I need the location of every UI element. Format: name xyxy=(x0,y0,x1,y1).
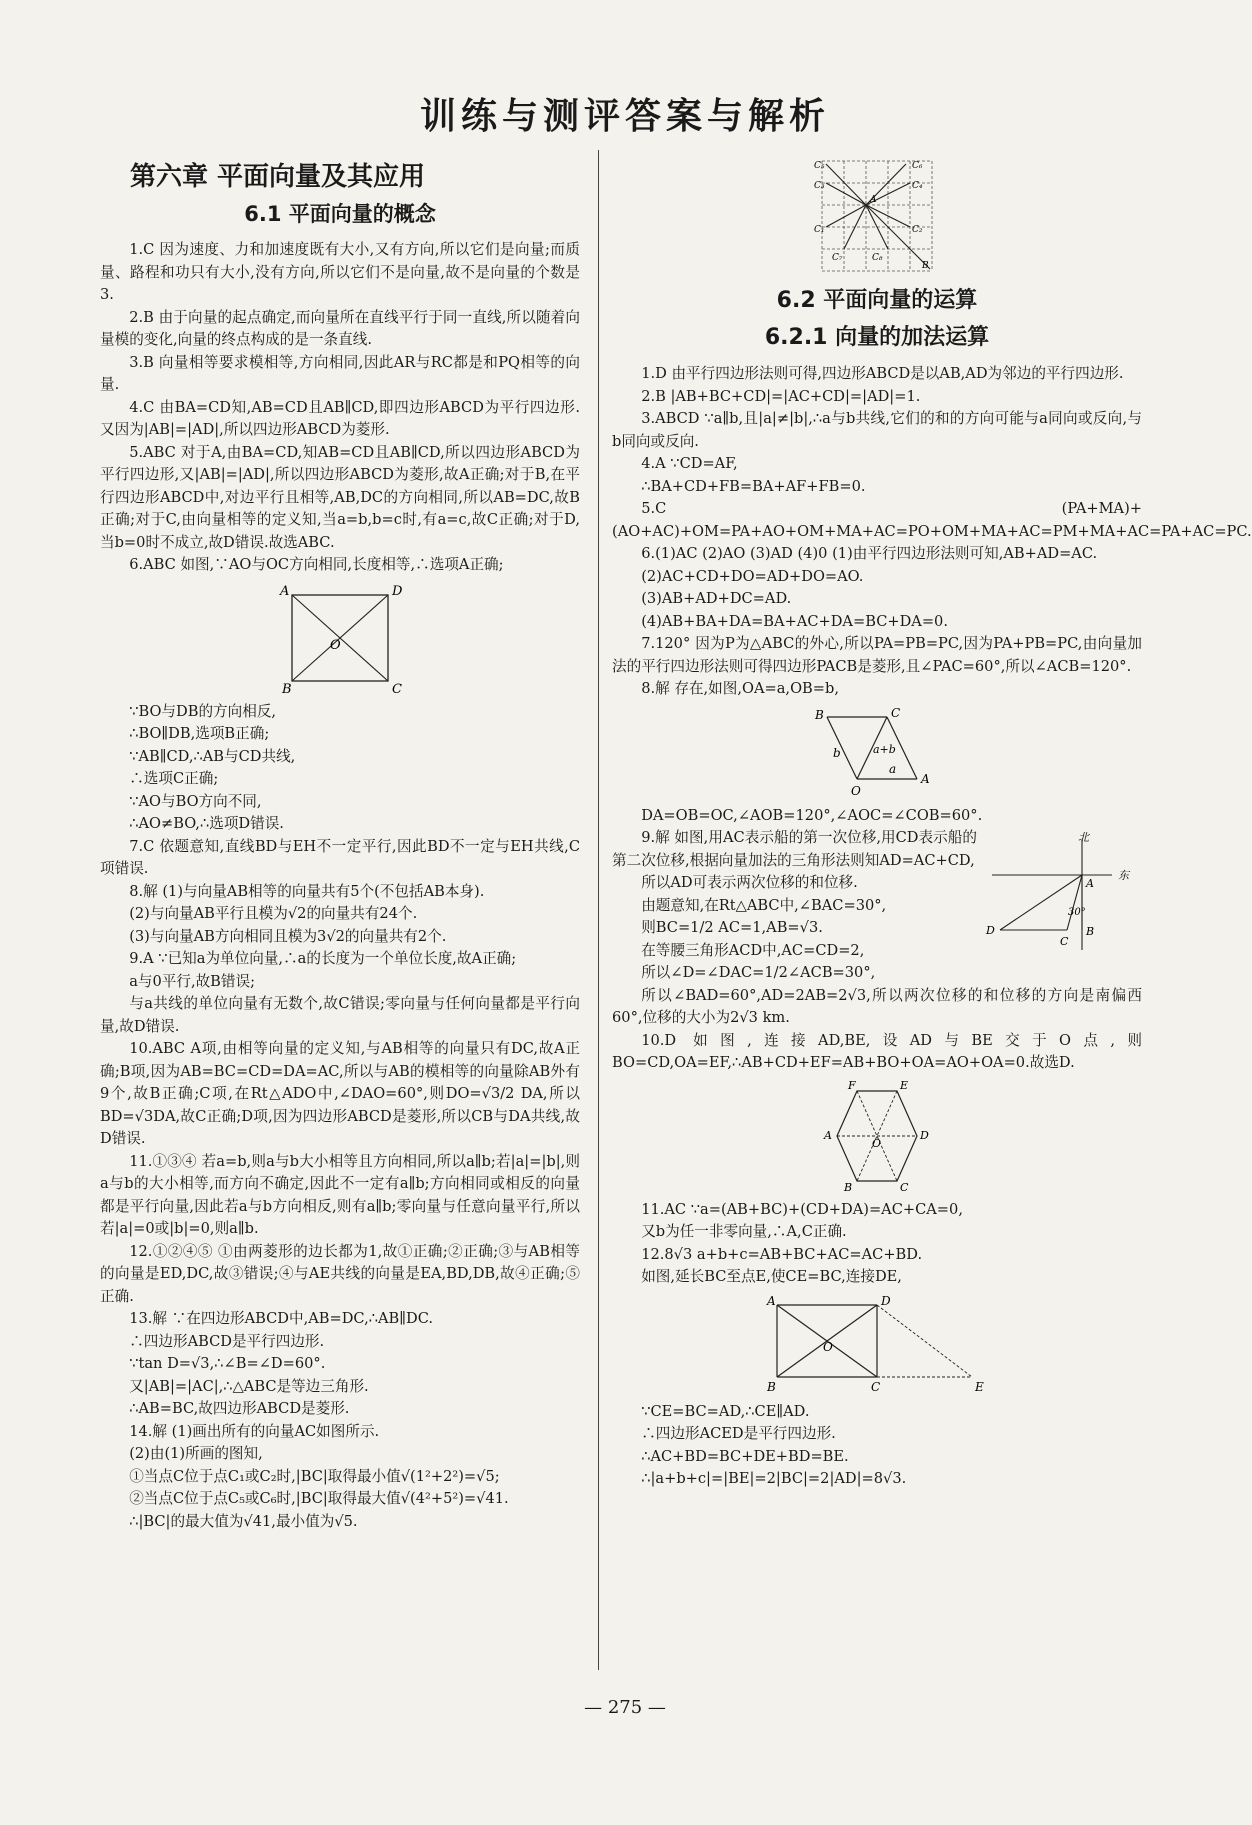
figure-parallelogram xyxy=(797,707,957,799)
answer-paragraph: 又|AB|=|AC|,∴△ABC是等边三角形. xyxy=(129,1377,369,1395)
answer-paragraph: 所以∠BAD=60°,AD=2AB=2√3,所以两次位移的和位移的方向是南偏西60°,位移的大小为2√3 km. xyxy=(612,986,1142,1026)
answer-paragraph: 11.AC ∵a=(AB+BC)+(CD+DA)=AC+CA=0, xyxy=(641,1200,963,1218)
answer-paragraph: 2.B |AB+BC+CD|=|AC+CD|=|AD|=1. xyxy=(641,387,921,405)
answer-paragraph: ②当点C位于点C₅或C₆时,|BC|取得最大值√(4²+5²)=√41. xyxy=(129,1490,509,1507)
answer-paragraph: 14.解 (1)画出所有的向量AC如图所示. xyxy=(129,1422,380,1440)
answer-paragraph: 5.C (PA+MA)+(AO+AC)+OM=PA+AO+OM+MA+AC=PO+OM+MA+AC=PM+MA+AC=PA+AC=PC. xyxy=(612,500,1252,540)
answer-paragraph: (4)AB+BA+DA=BA+AC+DA=BC+DA=0. xyxy=(641,612,948,630)
answer-paragraph: ∴BO∥DB,选项B正确; xyxy=(129,725,270,742)
section-6-1-title: 6.1 平面向量的概念 xyxy=(244,201,436,226)
chapter-title: 第六章 平面向量及其应用 xyxy=(130,162,426,192)
answer-paragraph: ∴AC+BD=BC+DE+BD=BE. xyxy=(641,1447,849,1465)
answer-paragraph: 2.B 由于向量的起点确定,而向量所在直线平行于同一直线,所以随着向量模的变化,向量的终点构成的是一条直线. xyxy=(100,308,580,348)
answer-paragraph: 8.解 (1)与向量AB相等的向量共有5个(不包括AB本身). xyxy=(129,882,485,900)
fig-label: C₁ xyxy=(814,225,825,235)
right-answers-a xyxy=(612,363,1252,701)
answer-paragraph: (3)AB+AD+DC=AD. xyxy=(641,590,792,607)
answer-paragraph: 4.A ∵CD=AF, xyxy=(641,455,738,472)
page-number: — 275 — xyxy=(584,1697,666,1718)
answer-paragraph: (3)与向量AB方向相同且模为3√2的向量共有2个. xyxy=(129,927,447,945)
fig-label: C₃ xyxy=(814,181,825,191)
q9-block xyxy=(612,805,1142,1075)
answer-paragraph: 11.①③④ 若a=b,则a与b大小相等且方向相同,所以a∥b;若|a|=|b|,则a与b的大小相等,而方向不确定,因此不一定有a∥b;方向相同或相反的向量都是平行向量,因此若a与b方向相反,则有a∥b;零向量与任意向量平行,所以若|a|=0或|b|=0,则a∥b. xyxy=(100,1152,580,1237)
answer-paragraph: 13.解 ∵在四边形ABCD中,AB=DC,∴AB∥DC. xyxy=(129,1310,433,1327)
answer-paragraph: (2)AC+CD+DO=AD+DO=AO. xyxy=(641,567,864,585)
fig-label: D xyxy=(881,1293,891,1308)
fig-label: O xyxy=(823,1339,833,1354)
fig-label: C₆ xyxy=(912,161,923,171)
answer-paragraph: 12.8√3 a+b+c=AB+BC+AC=AC+BD. xyxy=(641,1245,923,1263)
fig-label: C₄ xyxy=(912,181,923,191)
figure-hexagon xyxy=(812,1078,942,1194)
answer-paragraph: ①当点C位于点C₁或C₂时,|BC|取得最小值√(1²+2²)=√5; xyxy=(129,1467,500,1485)
answer-paragraph: 10.ABC A项,由相等向量的定义知,与AB相等的向量只有DC,故A正确;B项,因为AB=BC=CD=DA=AC,所以与AB的模相等的向量除AB外有9个,故B正确;C项,在Rt△ADO中,∠DAO=60°,则DO=√3/2 DA,所以BD=√3DA,故C正确;D项,因为四边形ABCD是菱形,所以CB与DA共线,故D错误. xyxy=(100,1040,580,1147)
left-column xyxy=(100,160,580,1680)
fig-label: b xyxy=(833,745,841,760)
answer-paragraph: ∵AO与BO方向不同, xyxy=(129,792,262,810)
answer-paragraph: 1.D 由平行四边形法则可得,四边形ABCD是以AB,AD为邻边的平行四边形. xyxy=(641,365,1124,382)
answer-paragraph: 7.120° 因为P为△ABC的外心,所以PA=PB=PC,因为PA+PB=PC,由向量加法的平行四边形法则可得四边形PACB是菱形,且∠PAC=60°,所以∠ACB=120°. xyxy=(612,635,1142,675)
left-answers-a xyxy=(100,239,580,577)
answer-paragraph: 又b为任一非零向量,∴A,C正确. xyxy=(641,1223,847,1240)
left-answers-b xyxy=(100,701,580,1534)
answer-paragraph: DA=OB=OC,∠AOB=120°,∠AOC=∠COB=60°. xyxy=(641,806,983,824)
page-title: 训练与测评答案与解析 xyxy=(419,96,830,137)
answer-paragraph: ∴四边形ACED是平行四边形. xyxy=(641,1425,836,1442)
fig-label: 北 xyxy=(1078,830,1089,844)
answer-paragraph: 3.ABCD ∵a∥b,且|a|≠|b|,∴a与b共线,它们的和的方向可能与a同向或反向,与b同向或反向. xyxy=(612,410,1142,450)
answer-paragraph: ∴AB=BC,故四边形ABCD是菱形. xyxy=(129,1400,350,1417)
section-6-2-1-title: 6.2.1 向量的加法运算 xyxy=(764,324,990,350)
answer-paragraph: ∵BO与DB的方向相反, xyxy=(129,702,277,720)
answer-paragraph: ∵tan D=√3,∴∠B=∠D=60°. xyxy=(129,1355,326,1372)
answer-paragraph: 如图,延长BC至点E,使CE=BC,连接DE, xyxy=(641,1268,902,1285)
answer-paragraph: 则BC=1/2 AC=1,AB=√3. xyxy=(641,919,823,936)
fig-label: C xyxy=(392,681,402,697)
fig-label: C₅ xyxy=(814,161,825,171)
answer-paragraph: 9.A ∵已知a为单位向量,∴a的长度为一个单位长度,故A正确; xyxy=(129,950,517,967)
fig-label: O xyxy=(851,783,861,798)
figure-grid xyxy=(812,156,942,276)
figure-trapezoid xyxy=(747,1295,1007,1395)
answer-paragraph: ∴选项C正确; xyxy=(129,770,219,787)
fig-label: B xyxy=(922,261,929,271)
fig-label: C₇ xyxy=(832,253,843,263)
column-divider xyxy=(598,150,599,1670)
answer-paragraph: ∴|a+b+c|=|BE|=2|BC|=2|AD|=8√3. xyxy=(641,1470,907,1487)
fig-label: E xyxy=(975,1379,984,1394)
answer-paragraph: 6.(1)AC (2)AO (3)AD (4)0 (1)由平行四边形法则可知,AB+AD=AC. xyxy=(641,545,1098,562)
fig-label: O xyxy=(330,637,341,653)
fig-label: C xyxy=(1060,934,1069,948)
answer-paragraph: 12.①②④⑤ ①由两菱形的边长都为1,故①正确;②正确;③与AB相等的向量是ED,DC,故③错误;④与AE共线的向量是EA,BD,DB,故④正确;⑤正确. xyxy=(100,1242,580,1305)
fig-label: C xyxy=(891,705,901,720)
answer-paragraph: ∴四边形ABCD是平行四边形. xyxy=(129,1332,325,1350)
right-answers-c xyxy=(612,1199,1142,1289)
fig-label: 东 xyxy=(1118,868,1129,882)
fig-label: A xyxy=(870,195,877,205)
right-column xyxy=(612,150,1252,1680)
fig-label: O xyxy=(872,1136,882,1150)
right-answers-d xyxy=(612,1401,1142,1491)
answer-paragraph: 所以∠D=∠DAC=1/2∠ACB=30°, xyxy=(641,964,876,981)
answer-paragraph: (2)由(1)所画的图知, xyxy=(129,1445,263,1462)
answer-paragraph: ∴AO≠BO,∴选项D错误. xyxy=(129,815,284,832)
answer-paragraph: 1.C 因为速度、力和加速度既有大小,又有方向,所以它们是向量;而质量、路程和功只有大小,没有方向,所以它们不是向量,故不是向量的个数是3. xyxy=(100,241,580,303)
fig-label: B xyxy=(1086,924,1095,938)
answer-paragraph: ∴BA+CD+FB=BA+AF+FB=0. xyxy=(641,477,866,495)
answer-paragraph: 7.C 依题意知,直线BD与EH不一定平行,因此BD不一定与EH共线,C项错误. xyxy=(100,837,580,877)
answer-paragraph: 3.B 向量相等要求模相等,方向相同,因此AR与RC都是和PQ相等的向量. xyxy=(100,353,580,393)
fig-label: C₈ xyxy=(872,253,883,263)
fig-label: A xyxy=(280,583,290,599)
fig-label: B xyxy=(282,681,292,697)
fig-label: C xyxy=(871,1379,881,1394)
answer-paragraph: 在等腰三角形ACD中,AC=CD=2, xyxy=(641,941,865,959)
answer-paragraph: 8.解 存在,如图,OA=a,OB=b, xyxy=(641,680,839,697)
fig-label: D xyxy=(986,923,995,937)
fig-label: C₂ xyxy=(912,225,923,235)
fig-label: 30° xyxy=(1068,906,1086,918)
fig-label: F xyxy=(848,1078,856,1092)
answer-paragraph: 6.ABC 如图,∵AO与OC方向相同,长度相等,∴选项A正确; xyxy=(129,556,504,573)
fig-label: A xyxy=(824,1128,832,1142)
figure-compass xyxy=(982,830,1142,960)
fig-label: A xyxy=(1086,876,1094,890)
answer-paragraph: (2)与向量AB平行且模为√2的向量共有24个. xyxy=(129,905,418,922)
figure-square xyxy=(270,583,410,695)
answer-paragraph: a与0平行,故B错误; xyxy=(129,972,256,990)
answer-paragraph: ∵CE=BC=AD,∴CE∥AD. xyxy=(641,1402,810,1420)
fig-label: B xyxy=(767,1379,776,1394)
fig-label: a xyxy=(889,761,897,776)
fig-label: D xyxy=(920,1128,929,1142)
fig-label: A xyxy=(767,1293,776,1308)
fig-label: E xyxy=(900,1078,909,1092)
answer-paragraph: 9.解 如图,用AC表示船的第一次位移,用CD表示船的第二次位移,根据向量加法的三角形法则知AD=AC+CD, xyxy=(612,829,977,869)
fig-label: a+b xyxy=(873,742,896,756)
answer-paragraph: 由题意知,在Rt△ABC中,∠BAC=30°, xyxy=(641,896,887,914)
fig-label: B xyxy=(815,707,824,722)
answer-paragraph: ∵AB∥CD,∴AB与CD共线, xyxy=(129,747,296,765)
answer-paragraph: 4.C 由BA=CD知,AB=CD且AB∥CD,即四边形ABCD为平行四边形.又因为|AB|=|AD|,所以四边形ABCD为菱形. xyxy=(100,398,580,438)
answer-paragraph: 所以AD可表示两次位移的和位移. xyxy=(641,874,858,891)
fig-label: A xyxy=(921,771,930,786)
fig-label: C xyxy=(900,1180,909,1194)
answer-paragraph: 与a共线的单位向量有无数个,故C错误;零向量与任何向量都是平行向量,故D错误. xyxy=(100,995,580,1035)
answer-paragraph: 10.D 如图,连接AD,BE,设AD与BE交于O点,则BO=CD,OA=EF,∴AB+CD+EF=AB+BO+OA=AO+OA=0.故选D. xyxy=(612,1031,1142,1071)
fig-label: B xyxy=(844,1180,853,1194)
answer-paragraph: ∴|BC|的最大值为√41,最小值为√5. xyxy=(129,1512,358,1530)
answer-paragraph: 5.ABC 对于A,由BA=CD,知AB=CD且AB∥CD,所以四边形ABCD为平行四边形,又|AB|=|AD|,所以四边形ABCD为菱形,故A正确;对于B,在平行四边形ABCD中,对边平行且相等,AB,DC的方向相同,所以AB=DC,故B正确;对于C,由向量相等的定义知,当a=b,b=c时,有a=c,故C正确;对于D,当b=0时不成立,故D错误.故选ABC. xyxy=(100,443,580,551)
section-6-2-title: 6.2 平面向量的运算 xyxy=(776,288,978,313)
fig-label: D xyxy=(392,583,403,599)
